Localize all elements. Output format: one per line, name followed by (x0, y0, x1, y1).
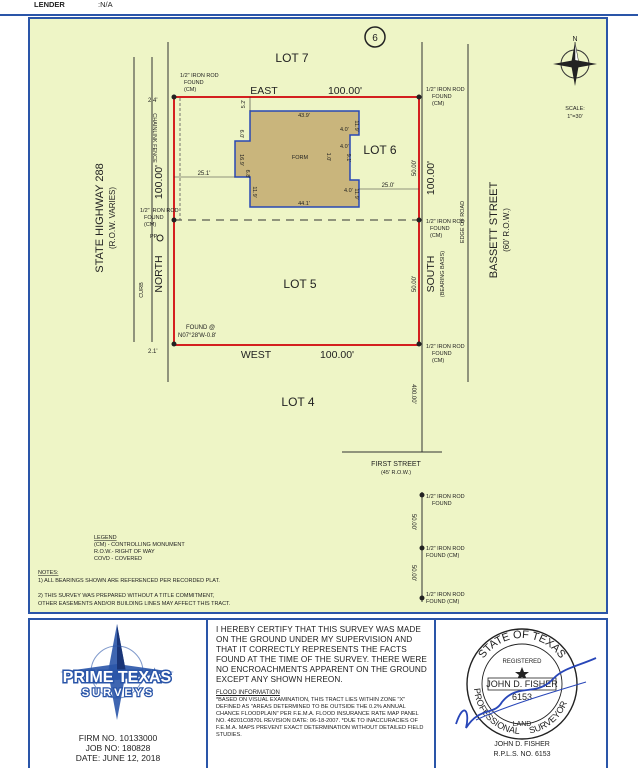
logo-cell (30, 620, 208, 768)
sheet-number: 6 (372, 33, 378, 44)
house-r5: 9.1' (345, 153, 351, 163)
bearing-west: WEST (240, 349, 272, 361)
rod-tl-1: 1/2" IRON ROD (180, 73, 219, 79)
offset-bl: 2.1' (148, 349, 158, 355)
iron-rod-tl (172, 95, 177, 100)
north-arrow-icon (553, 36, 597, 86)
dist-lower-b: 50.00' (410, 513, 416, 531)
state-highway-label: STATE HIGHWAY 288 (94, 163, 106, 273)
rod-l2-1: 1/2" IRON ROD (426, 546, 465, 552)
legend-title: LEGEND (94, 535, 117, 541)
dist-lower-c: 50.00' (410, 564, 416, 582)
iron-rod-bl (172, 342, 177, 347)
note-1: 1) ALL BEARINGS SHOWN ARE REFERENCED PER RECORDED PLAT. (38, 578, 220, 584)
bearing-basis: (BEARING BASIS) (440, 250, 446, 298)
title-block (28, 618, 608, 768)
survey-date: DATE: JUNE 12, 2018 (75, 753, 161, 763)
svg-text:N: N (572, 36, 578, 43)
firm-number: FIRM NO. 10133000 (78, 733, 158, 743)
company-name-2: S U R V E Y S (81, 687, 153, 699)
flood-heading: FLOOD INFORMATION (216, 690, 280, 696)
rod-br-1: 1/2" IRON ROD (426, 344, 465, 350)
curb-label: CURB (139, 282, 145, 298)
edge-of-road-label: EDGE OF ROAD (460, 200, 466, 244)
rod-br-2: FOUND (432, 351, 452, 357)
flood-text: *BASED ON VISUAL EXAMINATION, THIS TRACT LIES WITHIN ZONE "X" DEFINED AS "AREAS DETERMINED TO BE OUTSIDE THE 0.2% ANNUAL CHANCE FLOODPLAIN" PER F.E.M.A. FLOOD INSURANCE RATE MAP PANEL NO. 48201C0870L REVISION DATE: 06-18-2007. *DUE TO INACCURACIES OF F.E.M.A. MAPS PREVENT EXACT DETERMINATION WITHOUT DETAILED FIELD STUDIES. (216, 697, 424, 738)
seal-land: LAND (512, 721, 532, 728)
note-2b: OTHER EASEMENTS AND/OR BUILDING LINES MAY AFFECT THIS TRACT. (38, 601, 231, 607)
iron-rod-tr (417, 95, 422, 100)
dist-left: 100.00' (153, 164, 165, 200)
offset-top: 5.2' (241, 99, 247, 109)
lender-value: :N/A (98, 0, 113, 9)
rod-l1-2: FOUND (432, 501, 452, 507)
seal-cell (436, 620, 608, 768)
dist-top: 100.00' (327, 85, 363, 97)
notes-title: NOTES: (38, 570, 59, 576)
iron-rod-br (417, 342, 422, 347)
seal-registered: REGISTERED (502, 659, 542, 665)
bassett-row: (60' R.O.W.) (502, 208, 511, 252)
house-l1: 6.0' (238, 129, 244, 139)
house-top: 43.9' (298, 113, 310, 119)
lot4-label: LOT 4 (281, 395, 315, 409)
iron-rod-l3 (420, 596, 425, 601)
seal-surveyor: SURVEYOR (528, 699, 569, 736)
dist-right-lower: 50.00' (412, 275, 418, 293)
house-r2: 11.9' (353, 120, 359, 132)
lot5-label: LOT 5 (283, 277, 317, 291)
rod-tr-3: (CM) (432, 101, 445, 107)
seal-name: JOHN D. FISHER (486, 679, 558, 689)
bearing-east: EAST (250, 85, 278, 97)
dist-lower-a: 400.00' (410, 384, 416, 404)
plat-sheet (28, 17, 608, 614)
surveyor-seal (436, 620, 608, 744)
note-2a: 2) THIS SURVEY WAS PREPARED WITHOUT A TITLE COMMITMENT, (38, 593, 215, 599)
dist-right-upper: 50.00' (412, 159, 418, 177)
house-label: FORM (291, 155, 309, 161)
dim-25-0: 25.0' (381, 183, 395, 189)
rod-tr-1: 1/2" IRON ROD (426, 87, 465, 93)
house-r8: 11.9' (353, 188, 359, 200)
legend-1: (CM) - CONTROLLING MONUMENT (94, 542, 185, 548)
bassett-label: BASSETT STREET (488, 181, 500, 279)
iron-rod-mr (417, 218, 422, 223)
rod-l3-2: FOUND (CM) (426, 599, 460, 605)
seal-number: 6153 (511, 692, 533, 702)
power-pole-icon (157, 235, 163, 241)
first-street-label: FIRST STREET (371, 461, 421, 468)
chainlink-label: CHAINLINK FENCE (151, 113, 157, 163)
house-bottom: 44.1' (298, 201, 310, 207)
rod-tr-2: FOUND (432, 94, 452, 100)
offset-tl: 2.4' (148, 98, 158, 104)
surveyor-rpls: R.P.L.S. NO. 6153 (493, 751, 551, 758)
rod-tl-2: FOUND (184, 80, 204, 86)
rod-l1-1: 1/2" IRON ROD (426, 494, 465, 500)
iron-rod-l1 (420, 493, 425, 498)
bearing-north: NORTH (153, 255, 165, 293)
house-r7: 4.0' (344, 188, 353, 194)
job-number: JOB NO: 180828 (85, 743, 151, 753)
house-l3: 6.8' (244, 169, 250, 179)
rod-br-3: (CM) (432, 358, 445, 364)
lender-label: LENDER (34, 0, 65, 9)
house-l2: 16.9' (238, 154, 244, 166)
company-name-1: PRIME TEXAS (62, 669, 172, 686)
legend-3: COVD - COVERED (94, 556, 142, 562)
surveyor-name: JOHN D. FISHER (494, 741, 550, 748)
found-bl-2: N07°28'W-0.8' (178, 333, 217, 339)
lot6-label: LOT 6 (363, 143, 397, 157)
iron-rod-l2 (420, 546, 425, 551)
rod-mr-1: 1/2" IRON ROD (426, 219, 465, 225)
pp-label: PP (150, 234, 158, 240)
seal-professional: PROFESSIONAL (471, 687, 521, 736)
dist-right: 100.00' (425, 160, 437, 196)
rod-mr-2: FOUND (430, 226, 450, 232)
dist-bottom: 100.00' (319, 349, 355, 361)
dim-25-1: 25.1' (197, 171, 211, 177)
rod-ml-2: FOUND (144, 215, 164, 221)
scale-value: 1"=30' (567, 114, 583, 120)
first-street-row: (45' R.O.W.) (380, 470, 412, 476)
company-logo (30, 620, 204, 720)
lot7-label: LOT 7 (275, 51, 309, 65)
lender-bar (0, 0, 638, 16)
scale-label: SCALE: (565, 106, 585, 112)
found-bl-1: FOUND @ (186, 325, 216, 331)
legend-2: R.O.W.- RIGHT OF WAY (94, 549, 155, 555)
rod-tl-3: (CM) (184, 87, 197, 93)
plat-drawing (30, 19, 606, 612)
certification-cell (208, 620, 436, 768)
certification-text: I HEREBY CERTIFY THAT THIS SURVEY WAS MADE ON THE GROUND UNDER MY SUPERVISION AND THAT IT CORRECTLY REPRESENTS THE FACTS FOUND AT THE TIME OF THE SURVEY. THERE WERE NO ENCROACHMENTS APPARENT ON THE GROUND EXCEPT ANY SHOWN HEREON. (216, 625, 427, 685)
house-l4: 11.9' (251, 186, 257, 198)
bearing-south: SOUTH (425, 255, 437, 293)
seal-state: STATE OF TEXAS (476, 628, 568, 661)
rod-ml-3: (CM) (144, 222, 157, 228)
rod-ml-1: 1/2" IRON ROD (140, 208, 179, 214)
iron-rod-ml (172, 218, 177, 223)
house-r1: 4.0' (340, 127, 349, 133)
house-r6: 1.0' (325, 152, 331, 162)
rod-l2-2: FOUND (CM) (426, 553, 460, 559)
state-highway-row: (R.O.W. VARIES) (108, 186, 117, 250)
house-r3: 4.0' (340, 144, 349, 150)
rod-l3-1: 1/2" IRON ROD (426, 592, 465, 598)
rod-mr-3: (CM) (430, 233, 443, 239)
